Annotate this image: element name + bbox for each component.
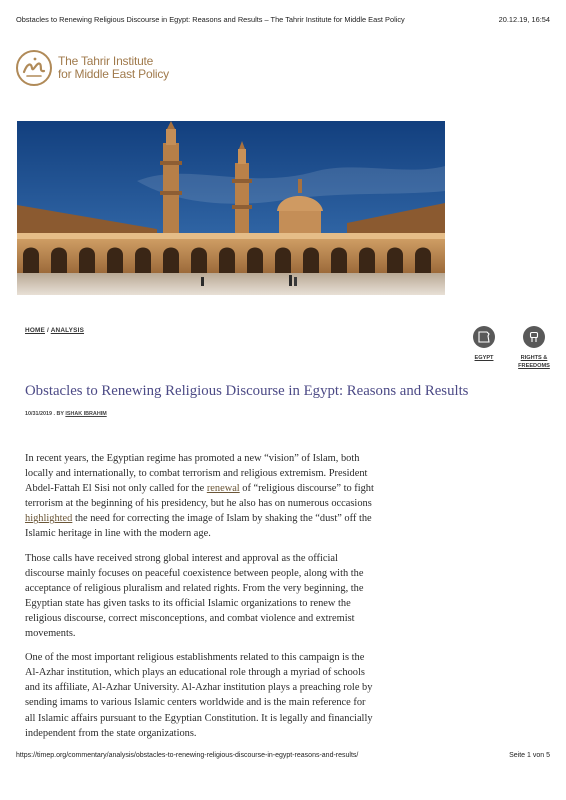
print-datetime: 20.12.19, 16:54 — [498, 15, 550, 24]
print-page-title: Obstacles to Renewing Religious Discourse in Egypt: Reasons and Results – The Tahrir Institute for Middle East Policy — [16, 15, 405, 24]
topic-tags — [466, 326, 552, 370]
paragraph-2: Those calls have received strong global interest and approval as the official discourse mainly focuses on peaceful coexistence between people, along with the acceptance of religious pluralism and related rights. From the very beginning, the Egyptian state has given tasks to its official Islamic organizations to renew the religious discourse, correct misconceptions, and combat violence and extremist movements. — [25, 552, 364, 640]
tag-egypt-label: EGYPT — [474, 355, 494, 361]
logo-line-1: The Tahrir Institute — [58, 54, 154, 68]
byline-prefix: . BY — [51, 411, 66, 417]
egypt-map-icon — [473, 326, 495, 348]
raised-fist-icon — [523, 326, 545, 348]
print-url: https://timep.org/commentary/analysis/obstacles-to-renewing-religious-discourse-in-egypt-reasons-and-results/ — [16, 752, 359, 759]
logo-text — [58, 55, 169, 81]
breadcrumb-separator: / — [46, 327, 49, 334]
paragraph-1: In recent years, the Egyptian regime has promoted a new “vision” of Islam, both locally and internationally, to combat terrorism and religious extremism. President Abdel-Fattah El Sisi not only called for the renewal of “religious discourse” to fight terrorism at the beginning of his presidency, but he also has on numerous occasions highlighted the need for correcting the image of Islam by shaking the “dust” off the Islamic heritage in line with the modern age. — [25, 453, 374, 540]
print-footer — [16, 752, 550, 759]
logo-emblem-icon — [16, 50, 52, 86]
breadcrumb-analysis-link[interactable]: ANALYSIS — [50, 327, 85, 334]
paragraph-3: One of the most important religious establishments related to this campaign is the Al-Azhar institution, which plays an educational role through a myriad of schools and its affiliate, Al-Azhar University. Al-Azhar institution plays a preaching role by sending imams to various Islamic centers worldwide and is the main reference for all Islamic affairs pursuant to the Egyptian Constitution. It is legally and financially independent from the state organizations. — [25, 652, 373, 739]
renewal-link[interactable]: renewal — [206, 483, 240, 495]
breadcrumb-home-link[interactable]: HOME — [25, 327, 45, 334]
article-date: 10/31/2019 — [25, 411, 52, 417]
tag-egypt[interactable] — [466, 326, 502, 370]
article-title: Obstacles to Renewing Religious Discourse in Egypt: Reasons and Results — [25, 383, 469, 399]
site-logo[interactable] — [16, 50, 169, 86]
highlighted-link[interactable]: highlighted — [25, 513, 73, 525]
logo-line-2: for Middle East Policy — [58, 67, 169, 81]
article-byline — [25, 411, 107, 417]
print-page-number: Seite 1 von 5 — [509, 752, 550, 759]
author-link[interactable]: ISHAK IBRAHIM — [65, 411, 107, 417]
hero-image — [17, 121, 445, 295]
article-body — [25, 451, 377, 750]
tag-rights-freedoms[interactable] — [516, 326, 552, 370]
tag-rights-freedoms-label: RIGHTS & FREEDOMS — [518, 355, 550, 369]
print-header — [16, 15, 550, 24]
breadcrumb — [25, 327, 84, 334]
